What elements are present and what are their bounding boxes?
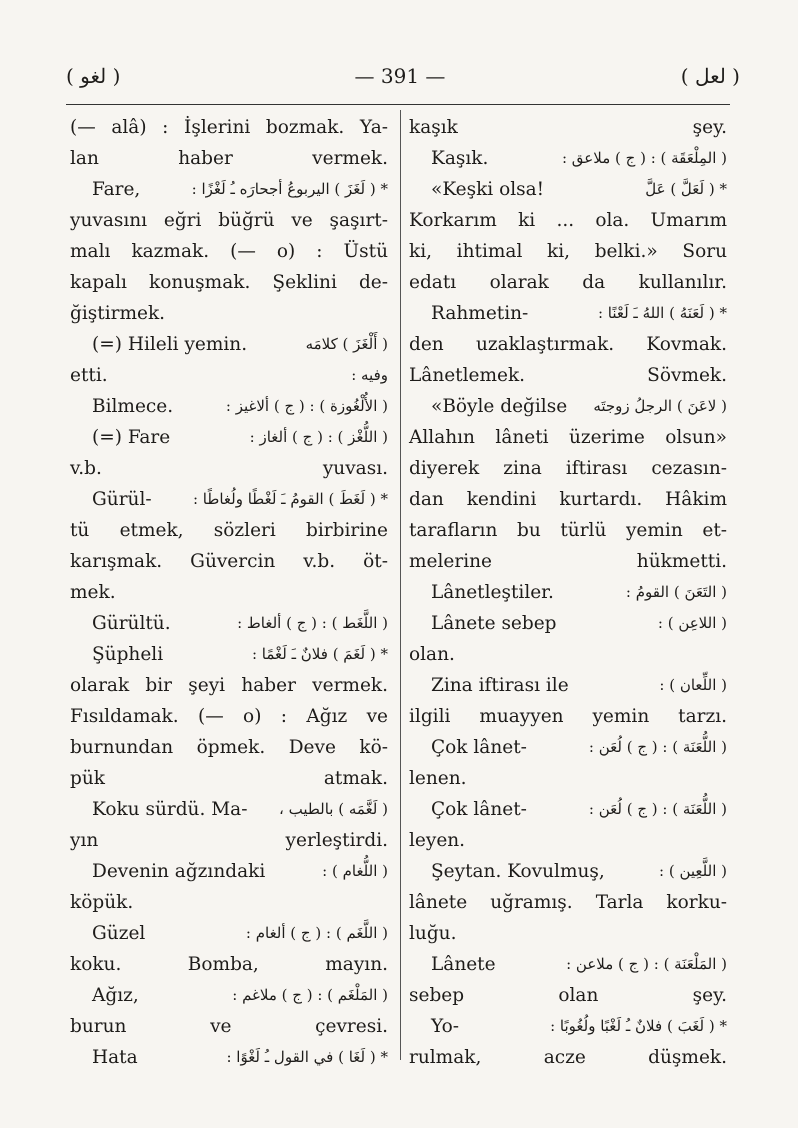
line-text: Yo-	[431, 1016, 459, 1037]
line-text: Koku sürdü. Ma-	[92, 799, 248, 820]
text-line	[70, 329, 388, 360]
text-line	[409, 453, 727, 484]
line-text: Güzel	[92, 923, 146, 944]
arabic-headword: ( المَلْغَم ) : ( ج ) ملاغم :	[232, 986, 388, 1004]
text-line	[409, 391, 727, 422]
line-text: leyen.	[409, 830, 466, 851]
line-text: lenen.	[409, 768, 467, 789]
line-text: ki, ihtimal ki, belki.» Soru	[409, 241, 727, 262]
arabic-headword: ( اللَّعِين ) :	[659, 862, 727, 880]
line-text: Hata	[92, 1047, 138, 1068]
line-text: (=) Fare	[92, 427, 171, 448]
page-header	[60, 64, 740, 96]
text-line	[70, 174, 388, 205]
text-line	[409, 298, 727, 329]
text-line	[70, 701, 388, 732]
line-text: Lânete sebep	[431, 613, 557, 634]
text-line	[70, 949, 388, 980]
line-text: sebep olan şey.	[409, 985, 727, 1006]
line-text: Fare,	[92, 179, 141, 200]
line-text: Çok lânet-	[431, 799, 527, 820]
arabic-headword: ( اللِّعان ) :	[659, 676, 727, 694]
line-text: olan.	[409, 644, 455, 665]
line-text: burnundan öpmek. Deve kö-	[70, 737, 388, 758]
text-line	[70, 732, 388, 763]
text-line	[70, 856, 388, 887]
arabic-headword: ( اللُّعَنَة ) : ( ج ) لُعَن :	[588, 800, 727, 818]
line-text: Lânete	[431, 954, 496, 975]
line-text: Allahın lâneti üzerime olsun»	[409, 427, 727, 448]
line-text: Ağız,	[92, 985, 139, 1006]
text-line	[409, 267, 727, 298]
text-line	[70, 391, 388, 422]
arabic-headword: ( التَعَنَ ) القومُ :	[625, 583, 727, 601]
text-line	[409, 732, 727, 763]
text-line	[70, 980, 388, 1011]
arabic-headword: ( اللُّعَنَة ) : ( ج ) لُعَن :	[588, 738, 727, 756]
arabic-headword: ( أَلْغَزَ ) كلامَه	[305, 335, 388, 353]
left-column	[70, 112, 388, 1073]
line-text: ğiştirmek.	[70, 303, 166, 324]
text-line	[409, 918, 727, 949]
line-text: Gürültü.	[92, 613, 171, 634]
text-line	[409, 670, 727, 701]
arabic-headword: ( لَغَّمَه ) بالطيب ،	[278, 800, 388, 818]
line-text: «Böyle değilse	[431, 396, 568, 417]
text-line	[70, 453, 388, 484]
arabic-headword: * ( لَغَزَ ) اليربوعُ أجحارَه ـُ لَغْزًا :	[191, 180, 388, 198]
column-divider	[400, 110, 401, 1060]
arabic-headword: ( اللاعِن ) :	[657, 614, 727, 632]
text-line	[70, 143, 388, 174]
line-text: melerine hükmetti.	[409, 551, 727, 572]
text-line	[70, 112, 388, 143]
text-line	[70, 887, 388, 918]
text-line	[409, 329, 727, 360]
text-line	[409, 577, 727, 608]
text-line	[70, 1042, 388, 1073]
line-text: ilgili muayyen yemin tarzı.	[409, 706, 727, 727]
line-text: lan haber vermek.	[70, 148, 388, 169]
text-line	[70, 236, 388, 267]
line-text: Lânetleştiler.	[431, 582, 554, 603]
arabic-headword: ( اللُّغام ) :	[322, 862, 388, 880]
text-line	[409, 1011, 727, 1042]
line-text: dan kendini kurtardı. Hâkim	[409, 489, 727, 510]
arabic-headword: ( المَلْعَنَة ) : ( ج ) ملاعن :	[566, 955, 727, 973]
text-line	[409, 422, 727, 453]
text-line	[70, 794, 388, 825]
text-line	[409, 484, 727, 515]
line-text: mek.	[70, 582, 116, 603]
text-line	[409, 608, 727, 639]
text-line	[409, 825, 727, 856]
header-left-entry: ( لغو )	[66, 64, 121, 88]
line-text: Gürül-	[92, 489, 152, 510]
text-line	[70, 484, 388, 515]
line-text: rulmak, acze düşmek.	[409, 1047, 727, 1068]
line-text: pük atmak.	[70, 768, 388, 789]
line-text: malı kazmak. (— o) : Üstü	[70, 241, 388, 262]
text-line	[70, 360, 388, 391]
text-line	[70, 608, 388, 639]
arabic-headword: ( لاعَنَ ) الرجلُ زوجتَه	[593, 397, 727, 415]
text-line	[409, 205, 727, 236]
text-line	[409, 887, 727, 918]
arabic-headword: ( الأُلْغُوزة ) : ( ج ) ألاغيز :	[225, 397, 388, 415]
arabic-headword: * ( لَعَنَهُ ) اللهُ ـَ لَعْنًا :	[597, 304, 727, 322]
line-text: Zina iftirası ile	[431, 675, 569, 696]
text-line	[409, 949, 727, 980]
line-text: köpük.	[70, 892, 134, 913]
line-text: lânete uğramış. Tarla korku-	[409, 892, 727, 913]
line-text: etti.	[70, 365, 108, 386]
text-line	[409, 763, 727, 794]
line-text: «Keşki olsa!	[431, 179, 545, 200]
line-text: tarafların bu türlü yemin et-	[409, 520, 727, 541]
line-text: Devenin ağzındaki	[92, 861, 266, 882]
text-line	[70, 1011, 388, 1042]
text-line	[409, 794, 727, 825]
line-text: koku. Bomba, mayın.	[70, 954, 388, 975]
text-line	[409, 546, 727, 577]
line-text: den uzaklaştırmak. Kovmak.	[409, 334, 727, 355]
line-text: luğu.	[409, 923, 457, 944]
line-text: edatı olarak da kullanılır.	[409, 272, 727, 293]
text-line	[409, 236, 727, 267]
arabic-headword: * ( لَغَا ) في القول ـُ لَغْوًا :	[226, 1048, 388, 1066]
text-line	[70, 515, 388, 546]
line-text: diyerek zina iftirası cezasın-	[409, 458, 727, 479]
text-line	[70, 546, 388, 577]
line-text: Fısıldamak. (— o) : Ağız ve	[70, 706, 388, 727]
arabic-headword: ( المِلْعَقَة ) : ( ج ) ملاعق :	[561, 149, 727, 167]
line-text: burun ve çevresi.	[70, 1016, 388, 1037]
text-line	[409, 639, 727, 670]
arabic-headword: ( اللَّغَم ) : ( ج ) ألغام :	[245, 924, 388, 942]
line-text: yın yerleştirdi.	[70, 830, 388, 851]
arabic-headword: ( اللَّغَط ) : ( ج ) ألغاط :	[237, 614, 388, 632]
text-line	[409, 143, 727, 174]
text-line	[70, 639, 388, 670]
line-text: tü etmek, sözleri birbirine	[70, 520, 388, 541]
line-text: kapalı konuşmak. Şeklini de-	[70, 272, 388, 293]
arabic-headword: * ( لَغَمَ ) فلانٌ ـَ لَغْمًا :	[251, 645, 388, 663]
text-line	[409, 174, 727, 205]
text-line	[70, 267, 388, 298]
text-line	[70, 763, 388, 794]
line-text: (— alâ) : İşlerini bozmak. Ya-	[70, 117, 388, 138]
header-rule	[66, 104, 730, 105]
text-line	[409, 856, 727, 887]
arabic-headword: * ( لَغَبَ ) فلانٌ ـُ لَغْبًا ولُغُوبًا :	[550, 1017, 727, 1035]
text-line	[409, 112, 727, 143]
line-text: yuvasını eğri büğrü ve şaşırt-	[70, 210, 388, 231]
line-text: Şüpheli	[92, 644, 164, 665]
arabic-headword: * ( لَغَطَ ) القومُ ـَ لَغْطًا ولُغاطًا :	[192, 490, 388, 508]
text-line	[409, 1042, 727, 1073]
arabic-headword: ( اللُّغْز ) : ( ج ) ألغاز :	[249, 428, 388, 446]
text-line	[70, 918, 388, 949]
line-text: kaşık şey.	[409, 117, 727, 138]
line-text: Kaşık.	[431, 148, 489, 169]
line-text: Lânetlemek. Sövmek.	[409, 365, 727, 386]
text-line	[70, 205, 388, 236]
text-line	[70, 298, 388, 329]
text-line	[409, 360, 727, 391]
header-right-entry: ( لعل )	[680, 64, 740, 88]
right-column	[409, 112, 727, 1073]
line-text: olarak bir şeyi haber vermek.	[70, 675, 388, 696]
text-line	[70, 577, 388, 608]
text-line	[70, 825, 388, 856]
page-number: — 391 —	[354, 64, 446, 88]
text-line	[409, 980, 727, 1011]
arabic-headword: * ( لَعَلَّ ) عَلَّ	[645, 180, 727, 198]
line-text: (=) Hileli yemin.	[92, 334, 248, 355]
line-text: Şeytan. Kovulmuş,	[431, 861, 605, 882]
line-text: karışmak. Güvercin v.b. öt-	[70, 551, 388, 572]
text-line	[409, 515, 727, 546]
line-text: Korkarım ki ... ola. Umarım	[409, 210, 727, 231]
text-line	[70, 422, 388, 453]
line-text: Rahmetin-	[431, 303, 529, 324]
text-line	[409, 701, 727, 732]
line-text: v.b. yuvası.	[70, 458, 388, 479]
line-text: Bilmece.	[92, 396, 174, 417]
line-text: Çok lânet-	[431, 737, 527, 758]
arabic-headword: وفيه :	[351, 366, 388, 384]
text-line	[70, 670, 388, 701]
